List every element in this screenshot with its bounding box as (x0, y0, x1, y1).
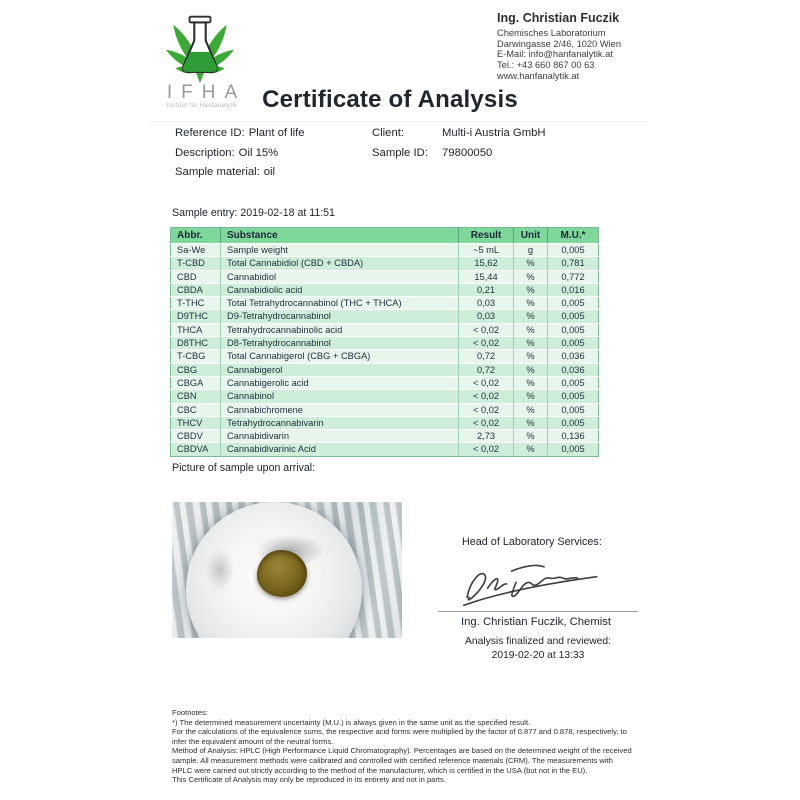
table-cell: g (514, 244, 548, 257)
table-cell: 0,03 (459, 297, 514, 310)
table-cell: Sa-We (171, 244, 221, 257)
signature-heading: Head of Laboratory Services: (462, 536, 602, 548)
table-row (171, 283, 599, 296)
table-cell: 0,005 (548, 416, 599, 429)
table-cell: CBN (171, 390, 221, 403)
table-row (171, 363, 599, 376)
table-row (171, 337, 599, 350)
table-cell: 0,005 (548, 244, 599, 257)
meta-value: oil (263, 166, 276, 178)
meta-label: Sample ID: (372, 146, 428, 159)
table-cell: 0,005 (548, 443, 599, 456)
table-cell: 0,005 (548, 403, 599, 416)
results-column-header: Result (459, 228, 514, 244)
sample-entry-label: Sample entry: (172, 207, 238, 219)
meta-label: Description: (175, 146, 235, 159)
table-cell: Cannabigerolic acid (221, 376, 459, 389)
meta-label: Client: (372, 127, 405, 139)
analysis-finalized-date: 2019-02-20 at 13:33 (491, 649, 585, 661)
table-row (171, 416, 599, 429)
results-column-header: M.U.* (548, 228, 599, 244)
table-row (171, 297, 599, 310)
table-row (171, 323, 599, 336)
oil-sample-blob (257, 550, 307, 597)
table-cell: % (514, 376, 548, 389)
table-cell: Cannabichromene (221, 403, 459, 416)
meta-label: Reference ID: (175, 127, 245, 139)
table-cell: < 0,02 (459, 403, 514, 416)
table-cell: < 0,02 (459, 337, 514, 350)
table-cell: % (514, 310, 548, 323)
table-cell: 0,72 (459, 363, 514, 376)
table-cell: D9-Tetrahydrocannabinol (221, 310, 459, 323)
lab-contact-line: Tel.: +43 660 867 00 63 (497, 60, 595, 71)
table-cell: T-CBD (171, 257, 221, 270)
table-cell: % (514, 297, 548, 310)
footnotes-block (172, 708, 634, 785)
table-cell: D8THC (171, 337, 221, 350)
sample-meta-left (175, 124, 305, 183)
table-cell: 0,21 (459, 283, 514, 296)
table-cell: Cannabidivarin (221, 430, 459, 443)
table-cell: < 0,02 (459, 323, 514, 336)
table-cell: % (514, 283, 548, 296)
table-cell: % (514, 403, 548, 416)
sample-picture-caption: Picture of sample upon arrival: (172, 462, 316, 474)
table-cell: Cannabinol (221, 390, 459, 403)
table-cell: Cannabidiol (221, 270, 459, 283)
table-cell: % (514, 257, 548, 270)
table-cell: CBDA (171, 283, 221, 296)
meta-value: 79800050 (442, 146, 493, 159)
table-cell: % (514, 443, 548, 456)
table-row (171, 244, 599, 257)
logo-acronym: IFHA (166, 82, 247, 103)
footnote-paragraph: Method of Analysis: HPLC (High Performance Liquid Chromatography). Percentages are based on the determined weight of the received sample. All measurement methods were calibrated and controlled with certified reference materials (CRM). The measurements with HPLC were carried out strictly according to the method of the manufacturer, which is certified in the USA (but not in the EU). (172, 746, 632, 775)
table-cell: 0,03 (459, 310, 514, 323)
table-cell: 0,005 (548, 337, 599, 350)
meta-row (372, 124, 546, 144)
table-cell: Tetrahydrocannabivarin (221, 416, 459, 429)
results-column-header: Substance (221, 228, 459, 244)
table-row (171, 350, 599, 363)
table-cell: THCA (171, 323, 221, 336)
lab-contact-name: Ing. Christian Fuczik (497, 11, 620, 25)
footnote-paragraph: For the calculations of the equivalence sums, the respective acid forms were multiplied by the factor of 0.877 and 0.878, respectively, to infer the equivalent amount of the neutral forms. (172, 727, 627, 746)
table-cell: Sample weight (221, 244, 459, 257)
hemp-leaf-flask-icon (142, 10, 258, 90)
table-cell: % (514, 323, 548, 336)
table-cell: < 0,02 (459, 390, 514, 403)
table-row (171, 257, 599, 270)
table-cell: % (514, 416, 548, 429)
table-row (171, 443, 599, 456)
meta-value: Multi-i Austria GmbH (442, 127, 546, 139)
table-cell: Cannabidivarinic Acid (221, 443, 459, 456)
dish-shadow (200, 540, 240, 600)
table-cell: CBD (171, 270, 221, 283)
table-cell: 0,772 (548, 270, 599, 283)
lab-contact-line: Darwingasse 2/46, 1020 Wien (497, 38, 622, 49)
table-cell: CBG (171, 363, 221, 376)
lab-contact-block (497, 13, 621, 82)
sample-entry-value: 2019-02-18 at 11:51 (240, 207, 335, 219)
table-cell: 0,72 (459, 350, 514, 363)
table-cell: THCV (171, 416, 221, 429)
analysis-finalized-block (438, 635, 638, 662)
signature-rule (438, 611, 638, 612)
table-cell: 2,73 (459, 430, 514, 443)
table-cell: D8-Tetrahydrocannabinol (221, 337, 459, 350)
results-table (170, 227, 599, 457)
meta-row (175, 163, 305, 183)
table-cell: T-CBG (171, 350, 221, 363)
table-row (171, 270, 599, 283)
meta-row (175, 144, 305, 164)
table-cell: Cannabigerol (221, 363, 459, 376)
signer-name: Ing. Christian Fuczik, Chemist (461, 616, 612, 628)
table-cell: 0,005 (548, 390, 599, 403)
lab-contact-line: Chemisches Laboratorium (497, 27, 606, 38)
table-cell: CBDVA (171, 443, 221, 456)
table-cell: D9THC (171, 310, 221, 323)
meta-label: Sample material: (175, 166, 260, 178)
table-cell: % (514, 390, 548, 403)
table-row (171, 403, 599, 416)
table-cell: CBGA (171, 376, 221, 389)
table-cell: Total Cannabidiol (CBD + CBDA) (221, 257, 459, 270)
table-cell: < 0,02 (459, 416, 514, 429)
table-cell: ~5 mL (459, 244, 514, 257)
table-cell: % (514, 430, 548, 443)
sample-meta-right (372, 124, 546, 163)
results-column-header: Unit (514, 228, 548, 244)
table-cell: Cannabidiolic acid (221, 283, 459, 296)
results-table-wrapper (170, 227, 599, 457)
meta-value: Plant of life (248, 127, 305, 139)
analysis-finalized-label: Analysis finalized and reviewed: (465, 636, 611, 647)
signature-icon (452, 558, 617, 608)
table-cell: Tetrahydrocannabinolic acid (221, 323, 459, 336)
table-cell: % (514, 363, 548, 376)
table-cell: 0,136 (548, 430, 599, 443)
table-cell: % (514, 337, 548, 350)
table-cell: 15,62 (459, 257, 514, 270)
meta-row (175, 124, 305, 144)
table-cell: T-THC (171, 297, 221, 310)
table-cell: < 0,02 (459, 376, 514, 389)
meta-row (372, 144, 546, 164)
table-row (171, 390, 599, 403)
table-cell: Total Tetrahydrocannabinol (THC + THCA) (221, 297, 459, 310)
meta-value: Oil 15% (238, 146, 279, 159)
footnotes-paragraphs (172, 718, 634, 785)
table-cell: % (514, 270, 548, 283)
table-cell: CBDV (171, 430, 221, 443)
table-row (171, 310, 599, 323)
lab-contact-lines (497, 28, 621, 82)
table-cell: 0,005 (548, 376, 599, 389)
title-divider (150, 121, 648, 122)
footnotes-heading: Footnotes: (172, 708, 208, 717)
results-column-header: Abbr. (171, 228, 221, 244)
page-title: Certificate of Analysis (262, 86, 518, 113)
table-row (171, 430, 599, 443)
sample-entry-line (172, 207, 335, 219)
table-cell: CBC (171, 403, 221, 416)
footnote-paragraph: This Certificate of Analysis may only be reproduced in its entirety and not in parts. (172, 775, 446, 785)
lab-contact-line: E-Mail: info@hanfanalytik.at (497, 49, 613, 60)
results-table-header-row (171, 228, 599, 244)
table-cell: 0,005 (548, 323, 599, 336)
table-cell: Total Cannabigerol (CBG + CBGA) (221, 350, 459, 363)
table-row (171, 376, 599, 389)
table-cell: 0,036 (548, 350, 599, 363)
table-cell: 0,016 (548, 283, 599, 296)
lab-contact-line: www.hanfanalytik.at (497, 70, 580, 81)
table-cell: < 0,02 (459, 443, 514, 456)
footnote-paragraph: *) The determined measurement uncertainty (M.U.) is always given in the same unit as the specified result. (172, 717, 531, 727)
table-cell: 0,005 (548, 297, 599, 310)
table-cell: 0,781 (548, 257, 599, 270)
table-cell: 0,036 (548, 363, 599, 376)
sample-photo (172, 502, 402, 638)
logo-subtitle: Institut für Hanfanalytik (166, 103, 238, 109)
table-cell: 0,005 (548, 310, 599, 323)
table-cell: 15,44 (459, 270, 514, 283)
table-cell: % (514, 350, 548, 363)
